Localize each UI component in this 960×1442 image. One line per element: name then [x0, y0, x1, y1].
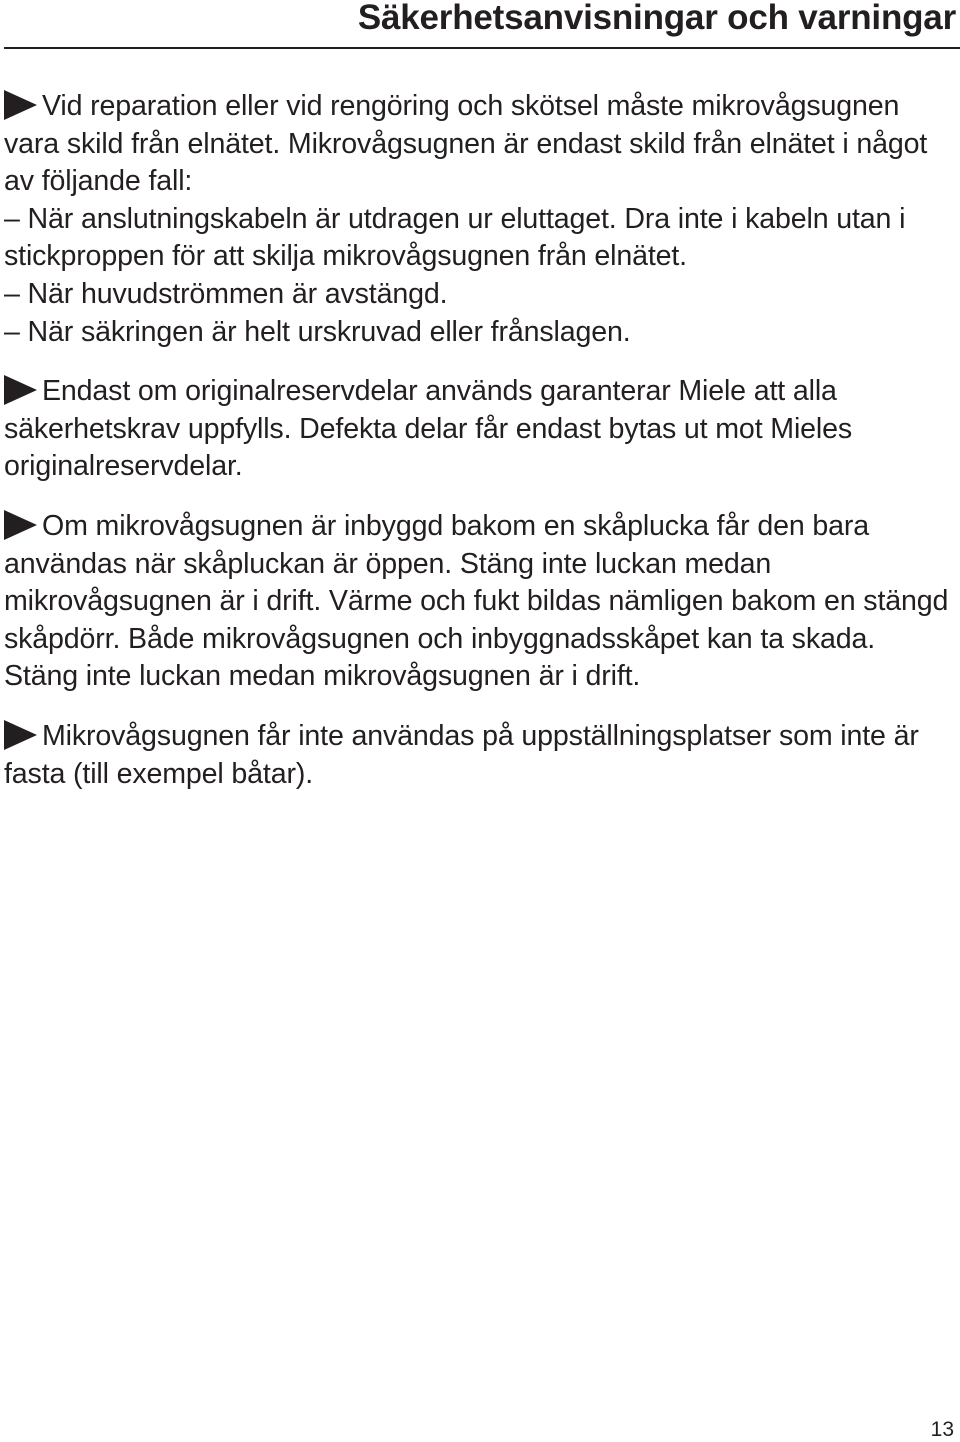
warning-paragraph-disconnect [4, 88, 956, 351]
header-divider [4, 47, 960, 49]
list-item: – När huvudströmmen är avstängd. [4, 277, 448, 310]
arrow-bullet-icon [4, 375, 37, 405]
paragraph-text: Endast om originalreservdelar används garanterar Miele att alla säkerhetskrav uppfylls. Defekta delar får endast bytas ut mot Mieles originalreservdelar. [4, 375, 853, 483]
page-header-title: Säkerhetsanvisningar och varningar [357, 0, 956, 37]
warning-paragraph-installation-site [4, 718, 956, 793]
warning-paragraph-cabinet-door [4, 508, 956, 696]
paragraph-text: Mikrovågsugnen får inte användas på uppställningsplatser som inte är fasta (till exempel båtar). [4, 719, 919, 790]
list-item: – När säkringen är helt urskruvad eller frånslagen. [4, 315, 631, 348]
arrow-bullet-icon [4, 720, 37, 750]
arrow-bullet-icon [4, 90, 37, 120]
document-body [4, 88, 956, 815]
paragraph-text: Vid reparation eller vid rengöring och skötsel måste mikrovågsugnen vara skild från elnätet. Mikrovågsugnen är endast skild från elnätet i något av följande fall: [4, 90, 928, 198]
arrow-bullet-icon [4, 510, 37, 540]
list-item: – När anslutningskabeln är utdragen ur eluttaget. Dra inte i kabeln utan i stickproppen för att skilja mikrovågsugnen från elnätet. [4, 202, 906, 273]
page-number: 13 [930, 1418, 954, 1441]
paragraph-text: Om mikrovågsugnen är inbyggd bakom en skåplucka får den bara användas när skåpluckan är öppen. Stäng inte luckan medan mikrovågsugnen är i drift. Värme och fukt bildas nämligen bakom en stängd skåpdörr. Både mikrovågsugnen och inbyggnadsskåpet kan ta skada. Stäng inte luckan medan mikrovågsugnen är i drift. [4, 509, 949, 693]
warning-paragraph-spare-parts [4, 373, 956, 486]
